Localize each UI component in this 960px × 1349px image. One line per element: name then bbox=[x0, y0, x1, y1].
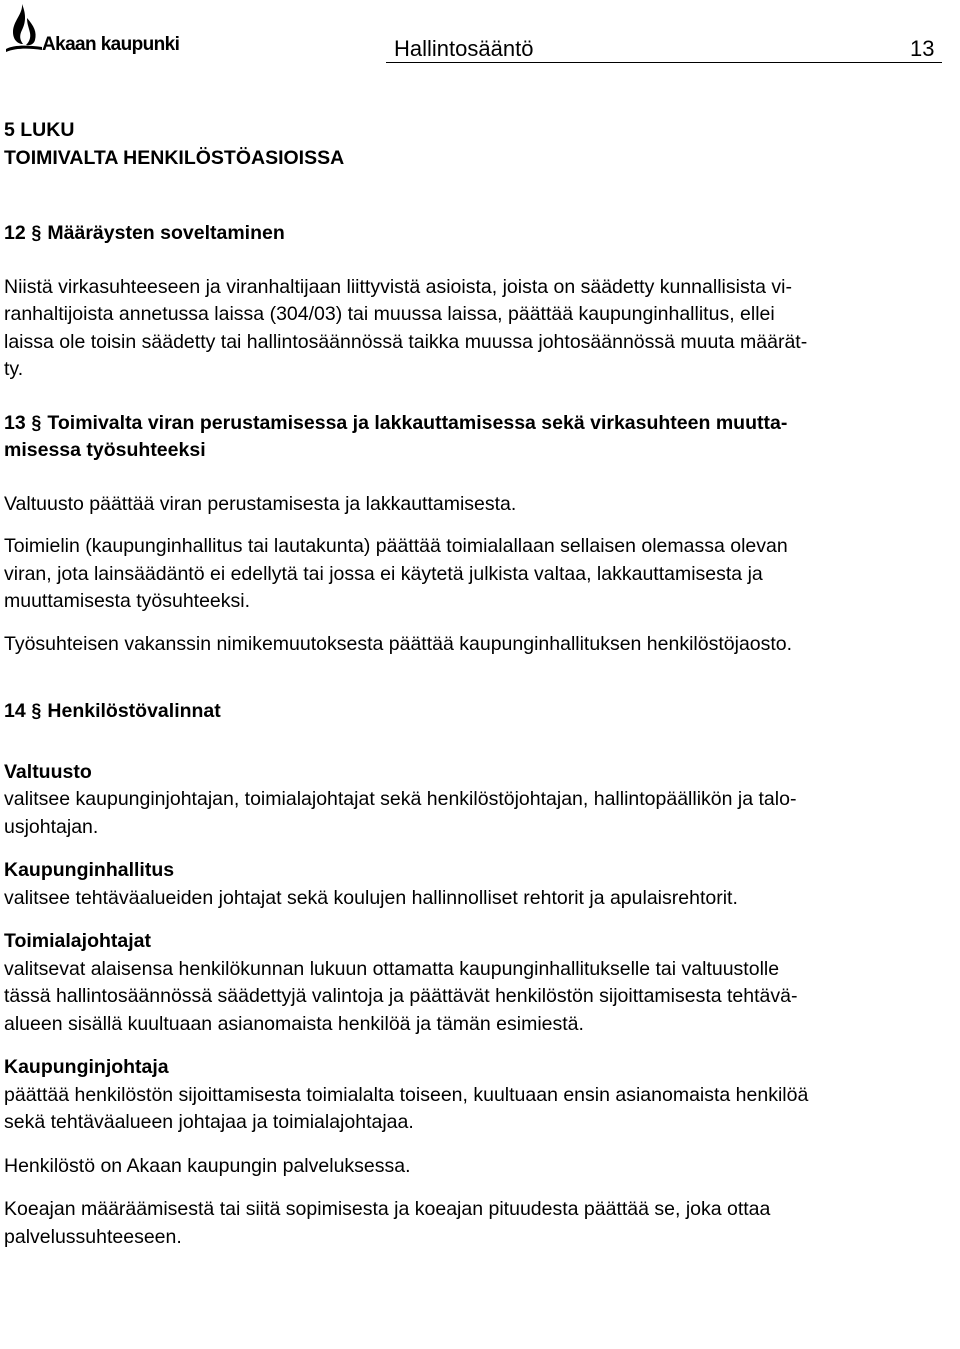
section-13-title-line-1: Toimivalta viran perustamisessa ja lakkauttamisessa sekä virkasuhteen muutta- bbox=[47, 411, 788, 434]
paragraph-line: usjohtajan. bbox=[4, 815, 99, 838]
kaupunginhallitus-label: Kaupunginhallitus bbox=[4, 859, 175, 881]
kaupunginjohtaja-label: Kaupunginjohtaja bbox=[4, 1056, 169, 1078]
paragraph-line: palvelussuhteeseen. bbox=[4, 1225, 182, 1248]
paragraph-line: sekä tehtäväalueen johtajaa ja toimialajohtajaa. bbox=[4, 1111, 414, 1133]
section-13-paragraph-1: Valtuusto päättää viran perustamisesta ja lakkauttamisesta. bbox=[4, 492, 517, 515]
valtuusto-label: Valtuusto bbox=[4, 760, 92, 783]
paragraph-line: Toimielin (kaupunginhallitus tai lautakunta) päättää toimialallaan sellaisen olemassa olevan bbox=[4, 535, 788, 557]
paragraph-line: valitsee kaupunginjohtajan, toimialajohtajat sekä henkilöstöjohtajan, hallintopäällikön ja talo- bbox=[4, 788, 797, 810]
toimialajohtajat-label: Toimialajohtajat bbox=[4, 930, 151, 952]
city-emblem-icon bbox=[4, 2, 44, 56]
paragraph-line: päättää henkilöstön sijoittamisesta toimialalta toiseen, kuultuaan ensin asianomaista henkilöä bbox=[4, 1083, 809, 1106]
paragraph-line: Koeajan määräämisestä tai siitä sopimisesta ja koeajan pituudesta päättää se, joka ottaa bbox=[4, 1198, 771, 1220]
section-12-symbol: § bbox=[31, 222, 42, 244]
page-number: 13 bbox=[910, 36, 935, 61]
section-12-title: Määräysten soveltaminen bbox=[47, 222, 285, 244]
paragraph-line: Niistä virkasuhteeseen ja viranhaltijaan liittyvistä asioista, joista on säädetty kunnallisista vi- bbox=[4, 275, 792, 298]
paragraph-line: laissa ole toisin säädetty tai hallintosäännössä taikka muussa johtosäännössä muuta määrät- bbox=[4, 330, 808, 353]
section-13-paragraph-2 bbox=[4, 533, 944, 616]
section-12-paragraph bbox=[4, 274, 944, 384]
palvelus-paragraph: Henkilöstö on Akaan kaupungin palveluksessa. bbox=[4, 1154, 411, 1177]
document-body bbox=[4, 117, 944, 1251]
section-13-symbol: § bbox=[31, 411, 42, 434]
paragraph-line: tässä hallintosäännössä säädettyjä valintoja ja päättävät henkilöstön sijoittamisesta tehtävä- bbox=[4, 985, 798, 1007]
section-14-heading bbox=[4, 698, 944, 726]
paragraph-line: valitsee tehtäväalueiden johtajat sekä koulujen hallinnolliset rehtorit ja apulaisrehtorit. bbox=[4, 886, 738, 909]
section-14-number: 14 bbox=[4, 700, 26, 722]
section-13-paragraph-3: Työsuhteisen vakanssin nimikemuutoksesta päättää kaupunginhallituksen henkilöstöjaosto. bbox=[4, 632, 793, 655]
chapter-heading bbox=[4, 117, 944, 172]
paragraph-line: alueen sisällä kuultuaan asianomaista henkilöä ja tämän esimiestä. bbox=[4, 1012, 584, 1035]
valtuusto-block bbox=[4, 759, 944, 842]
section-13-number: 13 bbox=[4, 411, 26, 434]
paragraph-line: valitsevat alaisensa henkilökunnan lukuun ottamatta kaupunginhallitukselle tai valtuustolle bbox=[4, 957, 780, 980]
header-rule bbox=[386, 62, 942, 63]
kaupunginjohtaja-block bbox=[4, 1054, 944, 1137]
paragraph-line: ranhaltijoista annetussa laissa (304/03) tai muussa laissa, päättää kaupunginhallitus, ellei bbox=[4, 303, 775, 325]
document-title: Hallintosääntö bbox=[394, 36, 534, 61]
section-13-heading bbox=[4, 410, 944, 465]
chapter-number: 5 LUKU bbox=[4, 119, 75, 141]
logo-text: Akaan kaupunki bbox=[42, 34, 180, 55]
city-logo bbox=[4, 2, 190, 58]
section-12-number: 12 bbox=[4, 222, 26, 244]
koeaika-paragraph bbox=[4, 1196, 944, 1251]
kaupunginhallitus-block bbox=[4, 857, 944, 912]
section-14-title: Henkilöstövalinnat bbox=[47, 700, 221, 722]
section-12-heading bbox=[4, 220, 944, 248]
paragraph-line: viran, jota lainsäädäntö ei edellytä tai jossa ei käytetä julkista valtaa, lakkauttamisesta ja bbox=[4, 562, 763, 585]
paragraph-line: muuttamisesta työsuhteeksi. bbox=[4, 590, 251, 612]
chapter-title: TOIMIVALTA HENKILÖSTÖASIOISSA bbox=[4, 146, 345, 169]
page-header bbox=[0, 0, 960, 64]
toimialajohtajat-block bbox=[4, 928, 944, 1038]
section-13-title-line-2: misessa työsuhteeksi bbox=[4, 439, 206, 461]
paragraph-line: ty. bbox=[4, 358, 24, 380]
section-14-symbol: § bbox=[31, 700, 42, 722]
